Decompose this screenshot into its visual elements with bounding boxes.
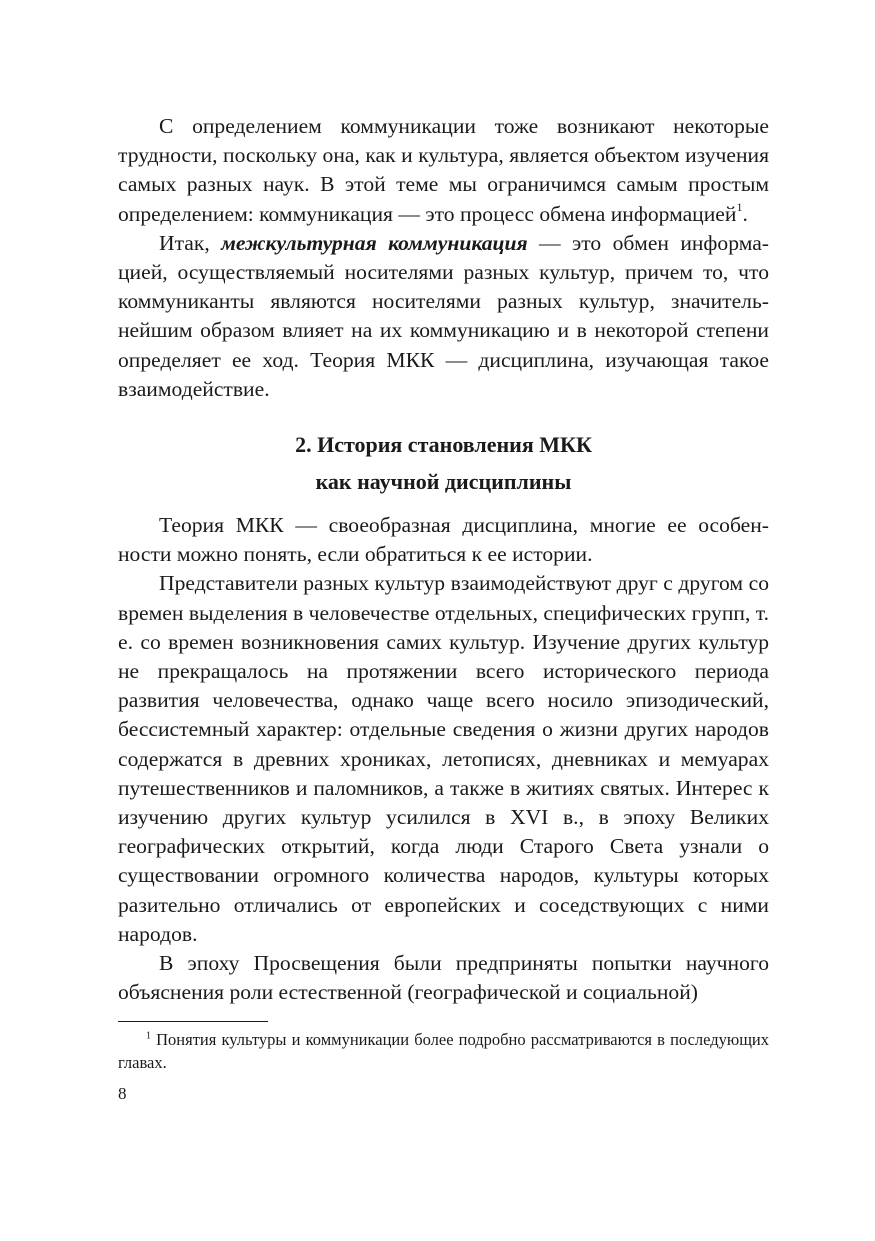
paragraph-theory-intro: Теория МКК — своеобразная дисциплина, многие ее особенности можно понять, если обратиться к ее истории.	[118, 513, 769, 567]
section-heading	[118, 426, 769, 500]
page-number: 8	[118, 1084, 127, 1104]
paragraph-text: С определением коммуникации тоже возникают некоторые трудности, поскольку она, как и культура, является объектом изучения самых разных наук. В этой теме мы ограничимся самым простым определением: коммуникация — это процесс обмена информацией	[118, 114, 769, 226]
footnote-text: Понятия культуры и коммуникации более подробно рассматриваются в последующих главах.	[118, 1030, 769, 1073]
footnote-marker: 1	[146, 1030, 151, 1042]
footnote	[118, 1028, 769, 1074]
section-heading-line-2: как научной дисциплины	[315, 469, 572, 495]
paragraph-text: — это обмен информацией, осуществляемый носителями разных культур, причем то, что коммуниканты являются носителями разных культур, значительнейшим образом влияет на их коммуникацию и в некоторой степени определяет ее ход. Теория МКК — дисциплина, изучающая такое взаимодействие.	[118, 230, 769, 401]
paragraph-history: Представители разных культур взаимодействуют друг с другом со времен выделения в человечестве отдельных, специфических групп, т. е. со времен возникновения самих культур. Изучение других культур не прекращалось на протяжении всего исторического периода развития человечества, однако чаще всего носило эпизодический, бессистемный характер: отдельные сведения о жизни других народов содержатся в древних хрониках, летописях, дневниках и мемуарах путешественников и паломников, а также в житиях святых. Интерес к изучению других культур усилился в XVI в., в эпоху Великих географических открытий, когда люди Старого Света узнали о существовании огромного количества народов, культуры которых разительно отличались от европейских и соседствующих с ними народов.	[118, 571, 769, 946]
paragraph-communication-definition	[118, 112, 769, 229]
paragraph-punctuation: .	[742, 201, 748, 226]
book-page	[118, 112, 769, 1105]
term-intercultural-communication: межкультурная коммуникация	[221, 230, 528, 255]
footnote-reference[interactable]: 1	[736, 200, 743, 215]
paragraph-lead: Итак,	[159, 230, 222, 255]
paragraph-intercultural-communication	[118, 229, 769, 404]
paragraph-enlightenment: В эпоху Просвещения были предприняты попытки научного объяснения роли естественной (географической и социальной)	[118, 951, 769, 1005]
section-heading-line-1: 2. История становления МКК	[295, 432, 592, 458]
footnote-divider	[118, 1021, 268, 1022]
